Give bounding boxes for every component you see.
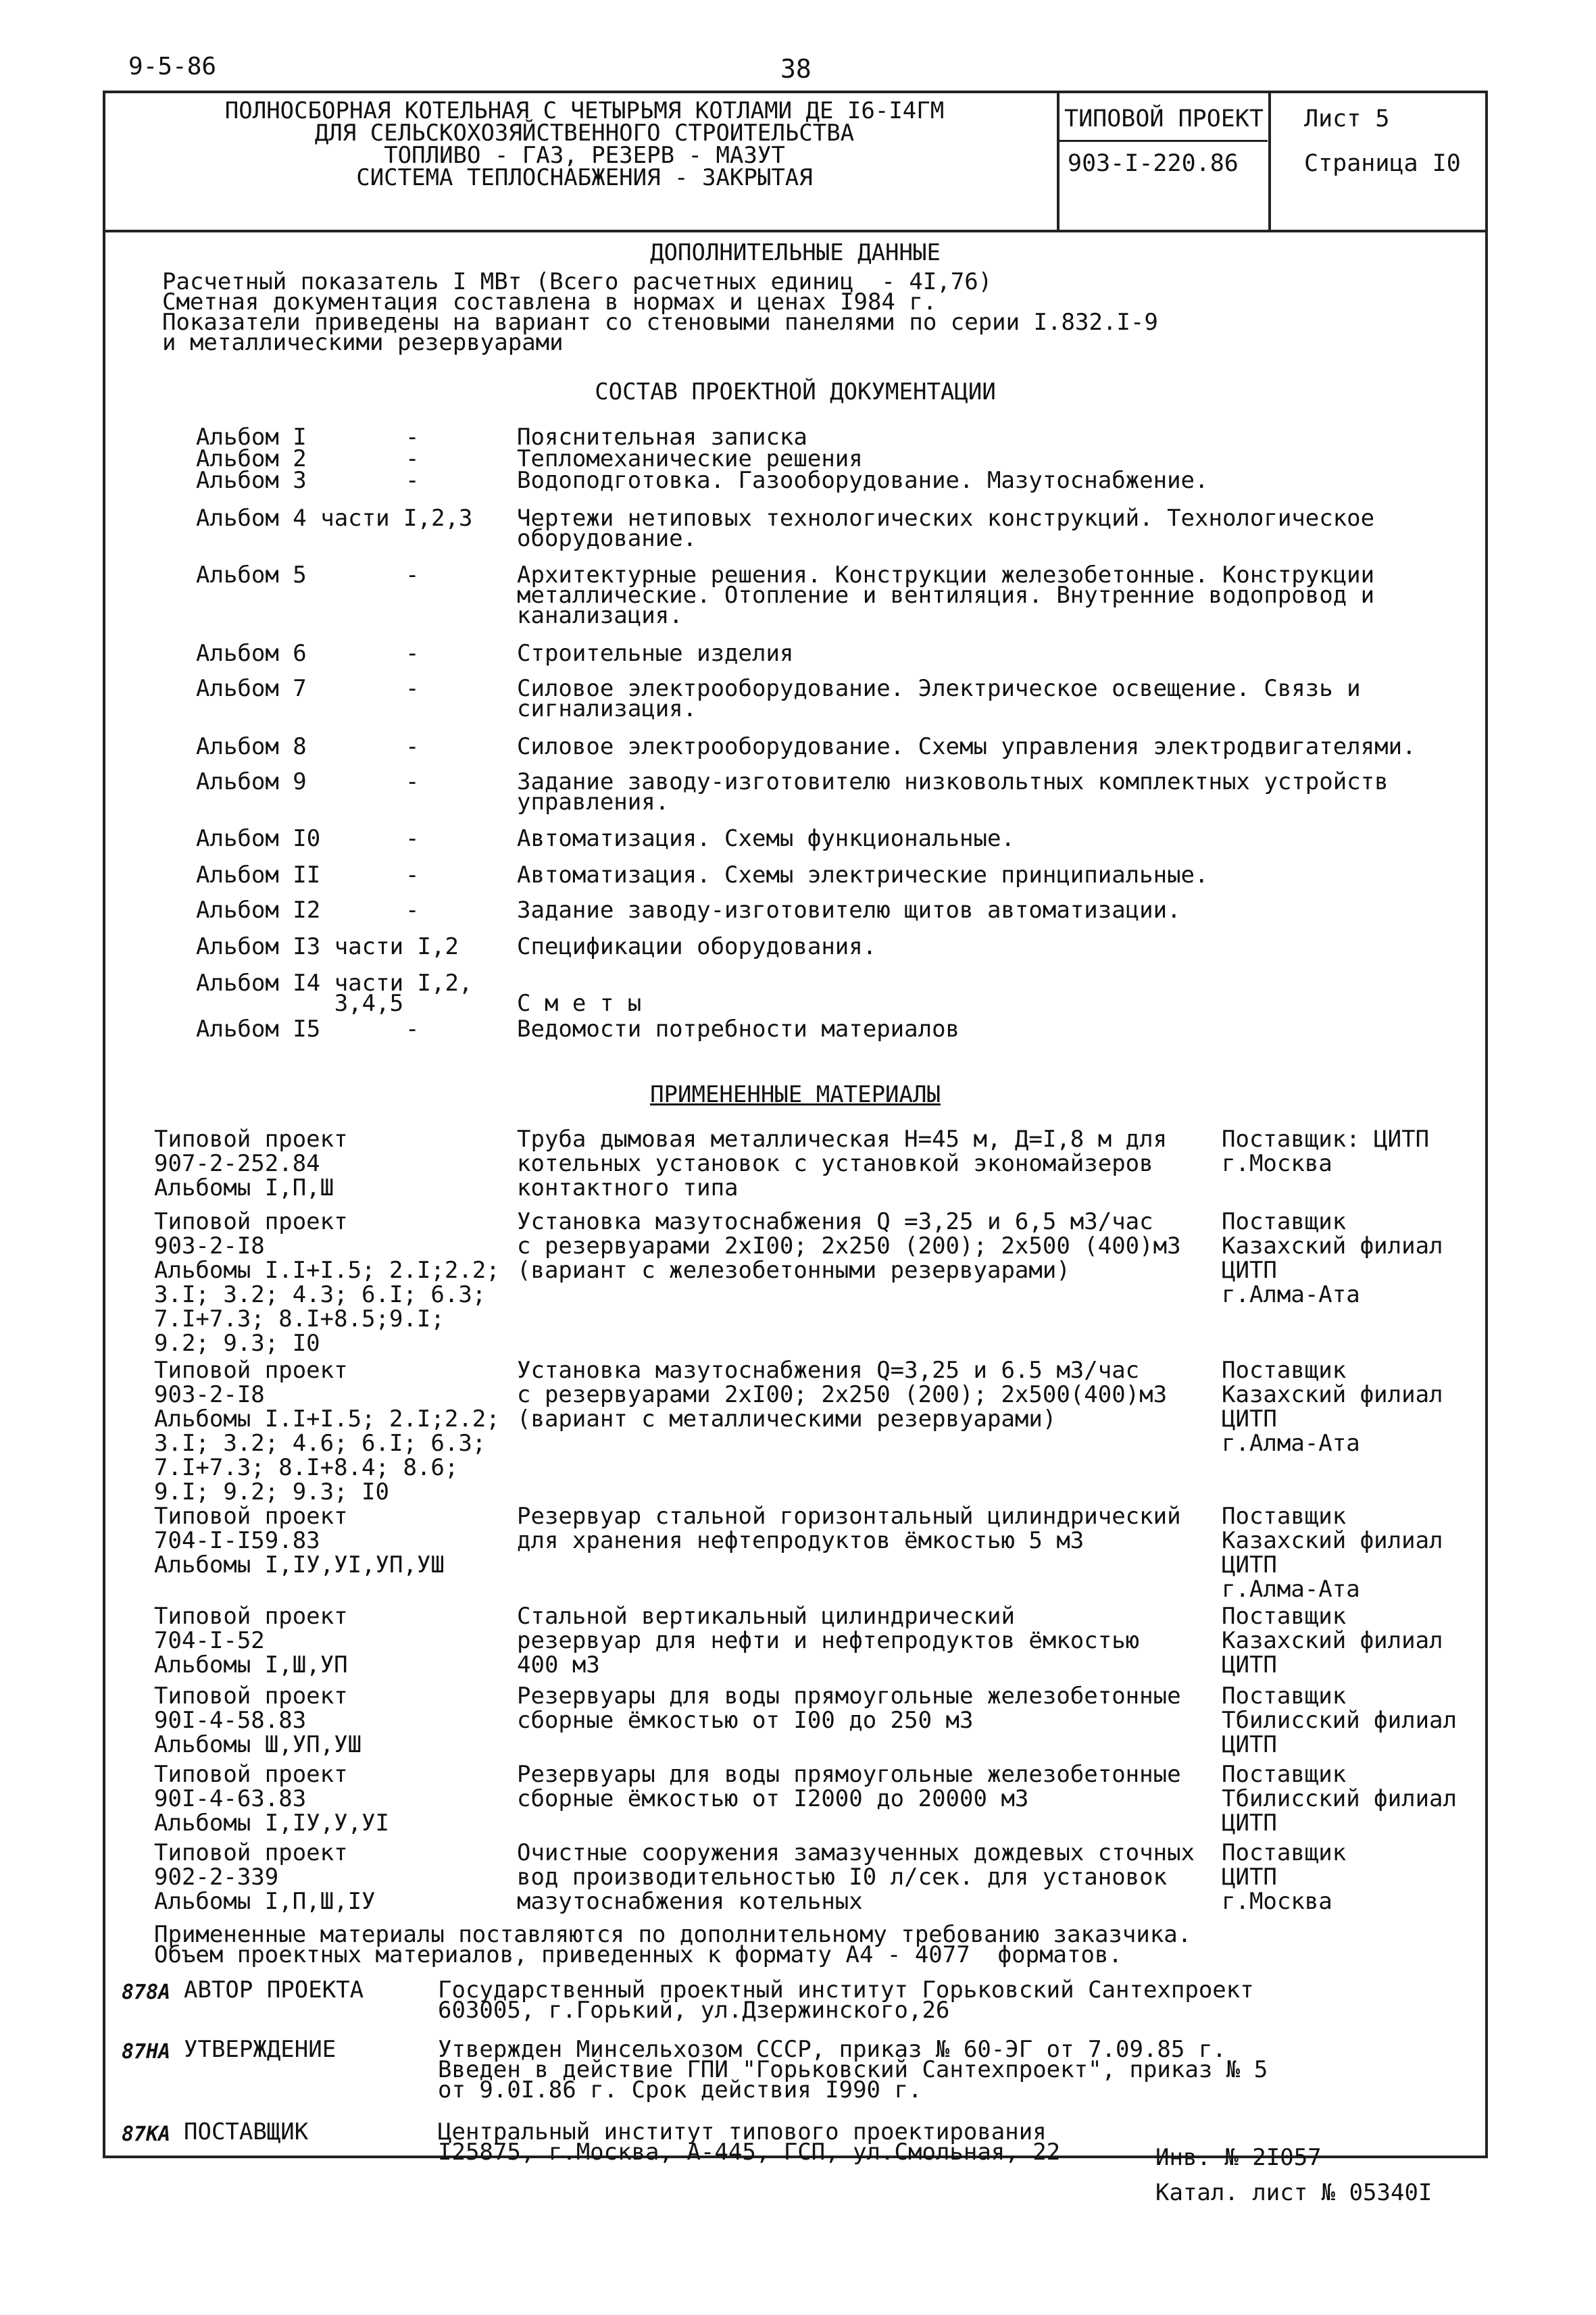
album-name: Альбом I4 части I,2, 3,4,5 (196, 970, 473, 1017)
album-description: Задание заводу-изготовителю щитов автоматизации. (517, 897, 1181, 924)
project-label: ТИПОВОЙ ПРОЕКТ (1064, 105, 1264, 132)
footer-note: Объем проектных материалов, приведенных к формату А4 - 4077 форматов. (154, 1941, 1122, 1968)
album-dash: - (405, 768, 420, 795)
material-description: Резервуар стальной горизонтальный цилиндрический для хранения нефтепродуктов ёмкостью 5 м3 (517, 1503, 1181, 1554)
album-description: Задание заводу-изготовителю низковольтных комплектных устройств управления. (517, 768, 1403, 816)
document-date: 9-5-86 (128, 53, 217, 80)
album-description: Автоматизация. Схемы функциональные. (517, 825, 1015, 852)
material-project: Типовой проект 90I-4-63.83 Альбомы I,IУ,У,УI (154, 1761, 389, 1837)
album-description: Спецификации оборудования. (517, 933, 877, 960)
album-description: Силовое электрооборудование. Электрическое освещение. Связь и сигнализация. (517, 675, 1375, 722)
material-description: Очистные сооружения замазученных дождевых сточных вод производительностью I0 л/сек. для установок мазутоснабжения котельных (517, 1839, 1195, 1915)
material-supplier: Поставщик ЦИТП г.Москва (1222, 1839, 1347, 1915)
album-name: Альбом 9 (196, 768, 307, 795)
material-supplier: Поставщик: ЦИТП г.Москва (1222, 1126, 1430, 1177)
album-name: Альбом 3 (196, 467, 307, 494)
album-name: Альбом 5 (196, 562, 307, 589)
title-line: СИСТЕМА ТЕПЛОСНАБЖЕНИЯ - ЗАКРЫТАЯ (356, 164, 813, 191)
additional-line: Расчетный показатель I МВт (Всего расчетных единиц - 4I,76) (162, 268, 993, 295)
album-description: Водоподготовка. Газооборудование. Мазутоснабжение. (517, 467, 1209, 494)
sign-code: 878А (122, 1981, 171, 2004)
materials-heading: ПРИМЕНЕННЫЕ МАТЕРИАЛЫ (650, 1081, 941, 1108)
material-project: Типовой проект 903-2-I8 Альбомы I.I+I.5; 2.I;2.2; 3.I; 3.2; 4.3; 6.I; 6.3; 7.I+7.3; 8.I+8.5;9.I; 9.2; 9.3; I0 (154, 1208, 500, 1357)
album-dash: - (405, 1016, 420, 1043)
sign-label: АВТОР ПРОЕКТА (184, 1976, 364, 2003)
composition-heading: СОСТАВ ПРОЕКТНОЙ ДОКУМЕНТАЦИИ (595, 378, 996, 405)
album-name: Альбом 8 (196, 733, 307, 760)
material-project: Типовой проект 902-2-339 Альбомы I,П,Ш,IУ (154, 1839, 376, 1915)
album-name: Альбом I5 (196, 1016, 321, 1043)
album-dash: - (405, 562, 420, 589)
album-name: Альбом 7 (196, 675, 307, 702)
material-description: Резервуары для воды прямоугольные железобетонные сборные ёмкостью от I2000 до 20000 м3 (517, 1761, 1181, 1812)
title-block-text (115, 97, 1054, 191)
sign-label: ПОСТАВЩИК (184, 2118, 309, 2145)
sign-text: Центральный институт типового проектирования I25875, г.Москва, А-445, ГСП, ул.Смольная, 22 (438, 2118, 1061, 2166)
album-description: Пояснительная записка (517, 424, 807, 451)
material-project: Типовой проект 704-I-52 Альбомы I,Ш,УП (154, 1603, 348, 1678)
material-description: Резервуары для воды прямоугольные железобетонные сборные ёмкостью от I00 до 250 м3 (517, 1683, 1181, 1734)
material-project: Типовой проект 907-2-252.84 Альбомы I,П,Ш (154, 1126, 348, 1201)
album-dash: - (405, 825, 420, 852)
material-supplier: Поставщик Казахский филиал ЦИТП (1222, 1603, 1443, 1678)
project-number: 903-I-220.86 (1068, 150, 1239, 177)
title-line: ТОПЛИВО - ГАЗ, РЕЗЕРВ - МАЗУТ (384, 142, 785, 169)
project-divider (1058, 140, 1268, 142)
material-supplier: Поставщик Тбилисский филиал ЦИТП (1222, 1683, 1457, 1758)
sign-text: Государственный проектный институт Горьковский Сантехпроект 603005, г.Горький, ул.Дзержинского,26 (438, 1976, 1254, 2024)
footer-note: Примененные материалы поставляются по дополнительному требованию заказчика. (154, 1921, 1192, 1948)
material-supplier: Поставщик Казахский филиал ЦИТП г.Алма-Ата (1222, 1357, 1443, 1457)
material-supplier: Поставщик Тбилисский филиал ЦИТП (1222, 1761, 1457, 1837)
material-supplier: Поставщик Казахский филиал ЦИТП г.Алма-Ата (1222, 1208, 1443, 1308)
album-dash: - (405, 424, 420, 451)
album-name: Альбом 2 (196, 445, 307, 472)
album-name: Альбом I2 (196, 897, 321, 924)
sign-label: УТВЕРЖДЕНИЕ (184, 2036, 336, 2063)
page-number: 38 (780, 54, 812, 84)
material-project: Типовой проект 704-I-I59.83 Альбомы I,IУ,УI,УП,УШ (154, 1503, 445, 1578)
material-supplier: Поставщик Казахский филиал ЦИТП г.Алма-Ата (1222, 1503, 1443, 1603)
album-name: Альбом 6 (196, 640, 307, 667)
album-name: Альбом 4 части I,2,3 (196, 505, 473, 532)
sheet-number: Лист 5 (1304, 105, 1390, 132)
album-name: Альбом II (196, 862, 321, 889)
title-line: ДЛЯ СЕЛЬСКОХОЗЯЙСТВЕННОГО СТРОИТЕЛЬСТВА (314, 120, 855, 147)
sign-text: Утвержден Минсельхозом СССР, приказ № 60-ЭГ от 7.09.85 г. Введен в действие ГПИ "Горьковский Сантехпроект", приказ № 5 от 9.0I.86 г. Срок действия I990 г. (438, 2036, 1268, 2104)
additional-line: Сметная документация составлена в нормах и ценах I984 г. (162, 289, 937, 316)
additional-heading: ДОПОЛНИТЕЛЬНЫЕ ДАННЫЕ (650, 239, 941, 266)
album-dash: - (405, 675, 420, 702)
material-description: Труба дымовая металлическая Н=45 м, Д=I,8 м для котельных установок с установкой экономайзеров контактного типа (517, 1126, 1168, 1201)
sign-code: 87КА (122, 2122, 171, 2146)
album-dash: - (405, 897, 420, 924)
album-description: Строительные изделия (517, 640, 794, 667)
additional-line: и металлическими резервуарами (162, 329, 564, 356)
catalog-number: Катал. лист № 05340I (1155, 2179, 1432, 2206)
album-dash: - (405, 445, 420, 472)
album-description: Силовое электрооборудование. Схемы управления электродвигателями. (517, 733, 1416, 760)
album-description: Автоматизация. Схемы электрические принципиальные. (517, 862, 1209, 889)
album-description: С м е т ы (517, 990, 642, 1017)
page-label: Страница I0 (1304, 150, 1461, 177)
sign-code: 87НА (122, 2040, 171, 2064)
material-description: Установка мазутоснабжения Q =3,25 и 6,5 м3/час с резервуарами 2хI00; 2х250 (200); 2х500 (400)м3 (вариант с железобетонными резервуарами) (517, 1208, 1181, 1284)
material-description: Стальной вертикальный цилиндрический резервуар для нефти и нефтепродуктов ёмкостью 400 м3 (517, 1603, 1140, 1678)
album-dash: - (405, 467, 420, 494)
album-description: Архитектурные решения. Конструкции железобетонные. Конструкции металлические. Отопление и вентиляция. Внутренние водопровод и канализация. (517, 562, 1389, 629)
title-line: ПОЛНОСБОРНАЯ КОТЕЛЬНАЯ С ЧЕТЫРЬМЯ КОТЛАМИ ДЕ I6-I4ГМ (224, 97, 945, 124)
material-project: Типовой проект 90I-4-58.83 Альбомы Ш,УП,УШ (154, 1683, 362, 1758)
material-project: Типовой проект 903-2-I8 Альбомы I.I+I.5; 2.I;2.2; 3.I; 3.2; 4.6; 6.I; 6.3; 7.I+7.3; 8.I+8.4; 8.6; 9.I; 9.2; 9.3; I0 (154, 1357, 500, 1505)
album-description: Ведомости потребности материалов (517, 1016, 960, 1043)
inventory-number: Инв. № 2I057 (1155, 2144, 1322, 2171)
album-name: Альбом I3 части I,2 (196, 933, 459, 960)
material-description: Установка мазутоснабжения Q=3,25 и 6.5 м3/час с резервуарами 2хI00; 2х250 (200); 2х500(400)м3 (вариант с металлическими резервуарами) (517, 1357, 1168, 1433)
album-name: Альбом I0 (196, 825, 321, 852)
album-name: Альбом I (196, 424, 307, 451)
album-description: Чертежи нетиповых технологических конструкций. Технологическое оборудование. (517, 505, 1389, 552)
album-description: Тепломеханические решения (517, 445, 863, 472)
album-dash: - (405, 640, 420, 667)
album-dash: - (405, 862, 420, 889)
additional-line: Показатели приведены на вариант со стеновыми панелями по серии I.832.I-9 (162, 309, 1158, 336)
album-dash: - (405, 733, 420, 760)
